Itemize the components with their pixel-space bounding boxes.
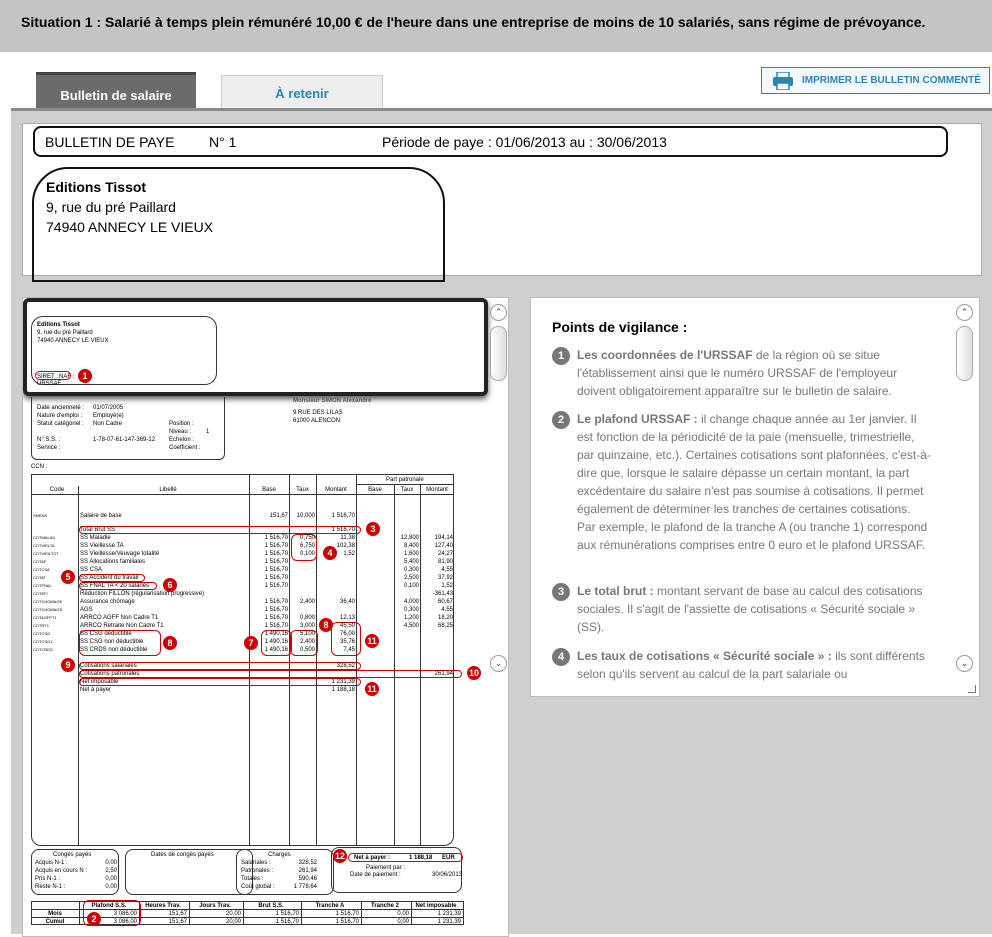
info-value: Non Cadre xyxy=(93,421,123,427)
table-cell: 45,50 xyxy=(339,623,355,629)
table-cell: Total Brut SS xyxy=(80,527,116,533)
table-cell: 11,38 xyxy=(340,535,355,541)
table-column-header: Taux xyxy=(296,487,309,493)
cumulative-cell: 20,00 xyxy=(225,919,241,925)
table-cell: 1 516,70 xyxy=(331,527,355,533)
slip-employer-name: Editions Tissot xyxy=(37,322,80,328)
vigilance-item-text: ils sont différents selon qu'ils servent au calcul de la part salariale ou xyxy=(577,649,925,681)
marker-10: 10 xyxy=(468,668,479,678)
conges-value: 0,00 xyxy=(105,876,117,882)
table-cell: COTCRDS xyxy=(33,647,53,652)
marker-12: 12 xyxy=(334,851,345,861)
info-label: Nature d'emploi : xyxy=(37,413,83,419)
payslip-title-box xyxy=(33,126,948,157)
table-cell: 0,100 xyxy=(403,583,419,589)
employee-name: Monsieur SIMON Alexandre xyxy=(293,398,372,404)
table-cell: COTCSG1 xyxy=(33,639,53,644)
position-value: 1 xyxy=(206,429,210,435)
table-cell: 1 490,16 xyxy=(264,631,288,637)
marker-8b: 8 xyxy=(319,618,333,632)
info-label: Date ancienneté : xyxy=(37,405,85,411)
marker-2: 2 xyxy=(87,912,101,926)
cumulative-cell: 3 086,00 xyxy=(113,911,137,917)
print-button-label: IMPRIMER LE BULLETIN COMMENTÉ xyxy=(802,75,981,86)
table-cell: 1 188,18 xyxy=(331,687,355,693)
slip-employer-street: 9, rue du pré Paillard xyxy=(37,330,93,336)
conges-value: 2,50 xyxy=(105,868,117,874)
content-area xyxy=(11,108,992,934)
cumulative-cell: 1 516,70 xyxy=(335,919,359,925)
table-cell: COTFNAL xyxy=(33,583,52,588)
table-cell: 1 516,70 xyxy=(264,551,288,557)
printer-icon xyxy=(772,72,794,90)
table-column-header: Base xyxy=(262,487,276,493)
cumulative-header: Net imposable xyxy=(415,903,457,909)
charges-label: Totales : xyxy=(241,876,264,882)
cumulative-cell: 1 516,70 xyxy=(275,919,299,925)
table-cell: COTVIELTA xyxy=(33,543,55,548)
table-cell: 8,400 xyxy=(403,543,419,549)
table-cell: SMENS xyxy=(33,513,48,518)
vigilance-item xyxy=(552,582,932,636)
table-cell: 1 516,70 xyxy=(264,583,288,589)
payslip-image xyxy=(23,298,483,937)
table-cell: SS CSA xyxy=(80,567,103,573)
table-cell: 1,52 xyxy=(343,551,355,557)
table-cell: 3,000 xyxy=(299,623,315,629)
ccn-label: CCN : xyxy=(31,464,48,470)
table-column-header: Code xyxy=(49,487,65,493)
payment-date-label: Date de paiement : xyxy=(350,872,401,878)
table-cell: SS CSG déductible xyxy=(80,631,132,637)
cumulative-header: Tranche A xyxy=(315,903,345,909)
table-cell: COTAT xyxy=(33,575,46,580)
table-cell: 0,300 xyxy=(403,567,419,573)
table-cell: -361,43 xyxy=(432,591,453,597)
table-cell: COTMALAD xyxy=(33,535,56,540)
marker-11: 11 xyxy=(365,634,379,648)
table-cell: 4,000 xyxy=(403,599,419,605)
table-cell: 5,100 xyxy=(299,631,315,637)
conges-value: 0,00 xyxy=(105,884,117,890)
table-cell: 0,300 xyxy=(403,607,419,613)
cumulative-cell: 1 231,39 xyxy=(437,919,461,925)
table-cell: 35,76 xyxy=(339,639,355,645)
slip-urssaf: URSSAF : xyxy=(37,381,65,387)
table-cell: 1 516,70 xyxy=(264,607,288,613)
employee-city: 61000 ALENCON xyxy=(293,418,341,424)
table-cell: 328,52 xyxy=(336,663,355,669)
table-cell: 18,20 xyxy=(437,615,453,621)
table-cell: SS Maladie xyxy=(80,535,111,541)
cumulative-header: Plafond S.S. xyxy=(91,903,127,909)
slip-naf: NAF : xyxy=(59,374,75,380)
conges-title: Congés payés xyxy=(53,852,92,858)
table-cell: 2,500 xyxy=(403,575,419,581)
table-cell: 151,67 xyxy=(269,513,288,519)
info-value: 1-78-07-61-147-369-12 xyxy=(93,437,156,443)
employee-street: 9 RUE DES LILAS xyxy=(293,410,343,416)
payslip-number: N° 1 xyxy=(209,134,237,150)
table-cell: 1,200 xyxy=(403,615,419,621)
marker-4: 4 xyxy=(323,546,337,560)
marker-11b: 11 xyxy=(365,682,379,696)
table-cell: 24,27 xyxy=(437,551,453,557)
charges-label: Patronales : xyxy=(241,868,274,874)
table-cell: 0,800 xyxy=(299,615,315,621)
table-cell: SS Vieillesse TA xyxy=(80,543,124,549)
vigilance-item-number: 4 xyxy=(552,648,570,666)
cumulative-header: Jours Trav. xyxy=(199,903,231,909)
situation-title: Situation 1 : Salarié à temps plein rémunéré 10,00 € de l'heure dans une entreprise de moins de 10 salariés, sans régime de prévoyance. xyxy=(0,0,992,52)
table-cell: 6,750 xyxy=(299,543,315,549)
table-cell: 0,100 xyxy=(299,551,315,557)
table-cell: 4,55 xyxy=(441,567,453,573)
conges-label: Reste N-1 : xyxy=(35,884,66,890)
info-label: Statut catégoriel : xyxy=(37,421,84,427)
table-cell: 127,40 xyxy=(434,543,453,549)
table-cell: AGS xyxy=(80,607,93,613)
table-cell: 2,400 xyxy=(299,599,315,605)
vigilance-title: Points de vigilance : xyxy=(552,319,688,335)
marker-9: 9 xyxy=(61,658,75,672)
slip-siret: SIRET : xyxy=(37,374,58,380)
net-a-payer-label: Net à payer : xyxy=(354,855,391,861)
charges-label: Salariales : xyxy=(241,860,271,866)
table-cell: 68,25 xyxy=(437,623,453,629)
table-cell: 1 516,70 xyxy=(264,535,288,541)
table-cell: Cotisations salariales xyxy=(80,663,137,669)
cumulative-cell: 1 231,39 xyxy=(437,911,461,917)
table-cell: 7,45 xyxy=(343,647,355,653)
table-cell: 1,52 xyxy=(441,583,453,589)
table-cell: ARRCO Retraite Non Cadre T1 xyxy=(80,623,164,629)
vigilance-item-heading: Le total brut : xyxy=(577,584,654,598)
net-a-payer-unit: EUR xyxy=(442,855,455,861)
resize-handle[interactable] xyxy=(968,685,976,693)
table-cell: 102,38 xyxy=(336,543,355,549)
table-cell: 4,55 xyxy=(441,607,453,613)
cumulative-cell: 0,00 xyxy=(397,919,409,925)
vigilance-scroll-up-button[interactable]: ⌃ xyxy=(956,304,973,321)
table-cell: 81,90 xyxy=(437,559,453,565)
table-column-header: Montant xyxy=(426,487,448,493)
table-cell: COTCHOMAGE xyxy=(33,599,63,604)
charges-label: Coût global : xyxy=(241,884,275,890)
slip-scroll-up-button[interactable]: ⌃ xyxy=(490,304,507,321)
table-cell: COTVIEILTOT xyxy=(33,551,59,556)
conges-label: Acquis N-1 : xyxy=(35,860,68,866)
dates-conges-title: Dates de congés payés xyxy=(151,852,214,858)
table-cell: COTCHOMAGS xyxy=(33,607,63,612)
tab-a-retenir[interactable]: À retenir xyxy=(221,75,383,110)
vigilance-item-text: il change chaque année au 1er janvier. Il est fonction de la périodicité de la paie (mensuelle, trimestrielle, par quinzaine, etc.). Certaines cotisations sont plafonnées, c'est-à-dire que, lorsque le salaire dépasse un certain montant, la part excédentaire du salaire n'est pas soumise à cotisations. Il permet également de déterminer les tranches de certaines cotisations. Par exemple, le plafond de la tranche A (ou tranche 1) correspond aux rémunérations comprises entre 0 euro et le plafond URSSAF. xyxy=(577,412,931,552)
slip-scrollbar-thumb[interactable] xyxy=(490,326,507,381)
charges-value: 261,94 xyxy=(298,868,317,874)
table-cell: 1 516,70 xyxy=(264,615,288,621)
table-cell: COTAGFFT1 xyxy=(33,615,57,620)
marker-1: 1 xyxy=(78,369,92,383)
position-label: Position : xyxy=(169,421,194,427)
charges-title: Charges xyxy=(268,852,291,858)
table-cell: SS Allocations familiales xyxy=(80,559,146,565)
vigilance-item xyxy=(552,647,932,683)
table-cell: Net imposable xyxy=(80,679,119,685)
net-a-payer-value: 1 188,18 xyxy=(409,855,433,861)
part-patronale-header: Part patronale xyxy=(386,477,424,483)
tab-bulletin-de-salaire[interactable]: Bulletin de salaire xyxy=(36,72,196,110)
table-cell: 2,400 xyxy=(299,639,315,645)
vigilance-item-heading: Les taux de cotisations « Sécurité sociale » : xyxy=(577,649,832,663)
cumulative-cell: 3 086,00 xyxy=(113,919,137,925)
employer-box xyxy=(32,167,445,282)
conges-value: 0,00 xyxy=(105,860,117,866)
payment-date: 30/06/2013 xyxy=(432,872,463,878)
table-cell: COTEFI xyxy=(33,591,48,596)
vigilance-item-number: 2 xyxy=(552,411,570,429)
vigilance-item xyxy=(552,346,932,400)
table-cell: COTAF xyxy=(33,559,47,564)
slip-employer-city: 74940 ANNECY LE VIEUX xyxy=(37,338,109,344)
table-column-header: Libellé xyxy=(159,487,177,493)
slip-scroll-down-button[interactable]: ⌄ xyxy=(490,655,507,672)
table-cell: 60,67 xyxy=(437,599,453,605)
table-cell: SS FNAL TA < 20 salariés xyxy=(80,583,150,589)
vigilance-scroll-down-button[interactable]: ⌄ xyxy=(956,655,973,672)
table-cell: 1 516,70 xyxy=(264,575,288,581)
table-cell: 1 516,70 xyxy=(331,513,355,519)
table-cell: 4,500 xyxy=(403,623,419,629)
cumulative-cell: 151,67 xyxy=(168,911,187,917)
print-commented-slip-button[interactable] xyxy=(761,67,990,94)
table-cell: Net à payer xyxy=(80,687,112,693)
vigilance-item-text: de la région où se situe l'établissement ainsi que le numéro URSSAF de l'employeur doivent obligatoirement apparaître sur le bulletin de salaire. xyxy=(577,348,898,398)
table-cell: 261,94 xyxy=(434,671,453,677)
pay-period: Période de paye : 01/06/2013 au : 30/06/2013 xyxy=(382,134,667,150)
table-cell: 0,750 xyxy=(299,535,315,541)
marker-3: 3 xyxy=(366,522,380,536)
cumulative-cell: Mois xyxy=(48,911,62,917)
table-cell: COTCSG xyxy=(33,631,51,636)
table-cell: 1 516,70 xyxy=(264,567,288,573)
info-label: Service : xyxy=(37,445,61,451)
payslip-preview-panel[interactable] xyxy=(22,297,509,937)
table-cell: 37,92 xyxy=(437,575,453,581)
position-label: Niveau : xyxy=(169,429,192,435)
payslip-title: BULLETIN DE PAYE xyxy=(45,134,175,150)
conges-label: Acquis en cours N : xyxy=(35,868,88,874)
cumulative-cell: 1 516,70 xyxy=(275,911,299,917)
cumulative-cell: 151,67 xyxy=(168,919,187,925)
info-label: N° S.S. : xyxy=(37,437,61,443)
charges-value: 1 778,64 xyxy=(293,884,317,890)
payment-method-label: Paiement par : xyxy=(366,865,406,871)
conges-label: Pris N-1 : xyxy=(35,876,61,882)
vigilance-item-heading: Le plafond URSSAF : xyxy=(577,412,698,426)
table-cell: 5,400 xyxy=(403,559,419,565)
cumulative-cell: 20,00 xyxy=(225,911,241,917)
table-cell: 1 231,39 xyxy=(331,679,355,685)
table-cell: 1 490,16 xyxy=(264,647,288,653)
table-cell: 1,600 xyxy=(403,551,419,557)
cumulative-header: Tranche 2 xyxy=(370,903,399,909)
marker-8: 8 xyxy=(163,636,177,650)
table-cell: 1 516,70 xyxy=(264,599,288,605)
cumulative-header: Brut S.S. xyxy=(258,903,284,909)
cumulative-header: Heures Trav. xyxy=(145,903,181,909)
vigilance-item-number: 1 xyxy=(552,347,570,365)
table-cell: 10,000 xyxy=(296,513,315,519)
table-column-header: Base xyxy=(368,487,382,493)
table-cell: 194,14 xyxy=(434,535,453,541)
table-cell: Salaire de base xyxy=(80,513,122,519)
cumulative-cell: 0,00 xyxy=(397,911,409,917)
payslip-header xyxy=(22,123,982,276)
charges-value: 590,46 xyxy=(298,876,317,882)
marker-7: 7 xyxy=(244,636,258,650)
info-value: Employé(e) xyxy=(93,413,124,419)
table-cell: 76,00 xyxy=(339,631,355,637)
table-cell: Cotisations patronales xyxy=(80,671,140,677)
info-value: 01/07/2005 xyxy=(93,405,124,411)
employer-street: 9, rue du pré Paillard xyxy=(46,199,176,215)
vigilance-scrollbar-thumb[interactable] xyxy=(956,326,973,381)
vigilance-item-number: 3 xyxy=(552,583,570,601)
vigilance-item-heading: Les coordonnées de l'URSSAF xyxy=(577,348,753,362)
table-column-header: Taux xyxy=(400,487,414,493)
table-cell: 1 516,70 xyxy=(264,623,288,629)
position-label: Coefficient : xyxy=(169,445,201,451)
employer-city: 74940 ANNECY LE VIEUX xyxy=(46,219,214,235)
marker-6: 6 xyxy=(163,578,177,592)
cumulative-cell: Cumul xyxy=(45,919,65,925)
vigilance-item-text: montant servant de base au calcul des cotisations sociales. Il s'agit de l'assiette de cotisations « Sécurité sociale » (SS). xyxy=(577,584,923,634)
table-cell: Assurance chômage xyxy=(80,599,135,605)
cumulative-cell: 1 516,70 xyxy=(335,911,359,917)
charges-value: 328,52 xyxy=(298,860,317,866)
vigilance-panel[interactable] xyxy=(530,297,980,697)
vigilance-item xyxy=(552,410,932,554)
table-cell: 12,800 xyxy=(400,535,419,541)
table-cell: COTCSA xyxy=(33,567,50,572)
table-column-header: Montant xyxy=(325,487,347,493)
position-label: Echelon : xyxy=(169,437,195,443)
marker-5: 5 xyxy=(61,570,75,584)
table-cell: 1 516,70 xyxy=(264,543,288,549)
table-cell: COTRT1 xyxy=(33,623,49,628)
table-cell: 1 516,70 xyxy=(264,559,288,565)
table-cell: SS CRDS non déductible xyxy=(80,647,148,653)
table-cell: SS Accident du travail xyxy=(80,575,139,581)
table-cell: SS CSG non déductible xyxy=(80,639,144,645)
employer-name: Editions Tissot xyxy=(46,179,147,195)
table-cell: 12,13 xyxy=(339,615,355,621)
table-cell: SS Vieillesse/Veuvage totalité xyxy=(80,551,160,557)
table-cell: 36,40 xyxy=(339,599,355,605)
table-cell: 1 490,16 xyxy=(264,639,288,645)
table-cell: Réduction FILLON (régularisation progressive) xyxy=(80,591,205,597)
table-cell: ARRCO AGFF Non Cadre T1 xyxy=(80,615,159,621)
table-cell: 0,500 xyxy=(299,647,315,653)
